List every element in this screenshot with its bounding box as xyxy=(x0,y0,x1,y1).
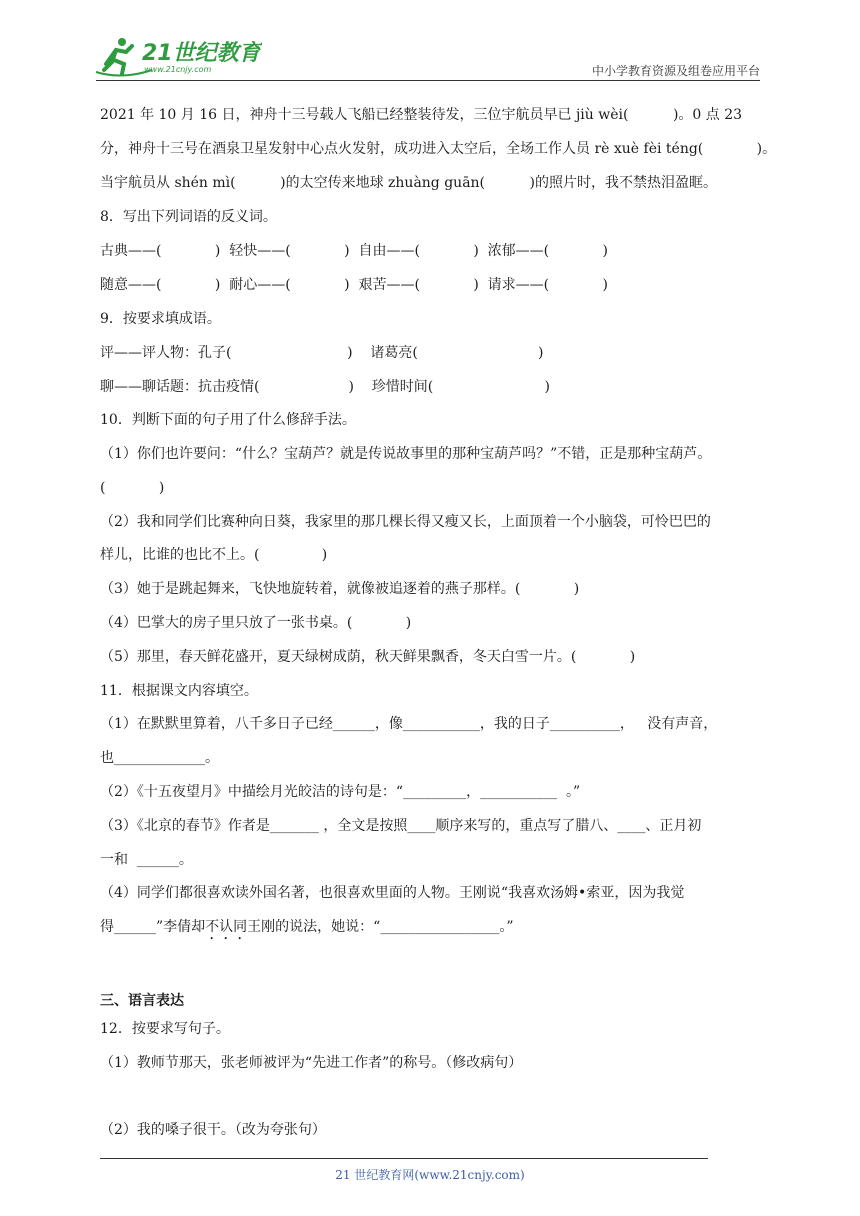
passage-line-3: 当宇航员从 shén mì( )的太空传来地球 zhuàng guān( )的照片时，我不禁热泪盈眶。 xyxy=(100,175,717,191)
question-12-title: 12．按要求写句子。 xyxy=(100,1021,230,1037)
passage-line-1: 2021 年 10 月 16 日，神舟十三号载人飞船已经整装待发，三位宇航员早已 jiù wèi( )。0 点 23 xyxy=(100,107,743,123)
question-11-title: 11．根据课文内容填空。 xyxy=(100,683,258,699)
question-12-item-1: （1）教师节那天，张老师被评为“先进工作者”的称号。（修改病句） xyxy=(100,1055,523,1071)
q11-4-post: 王刚的说法，她说：“_________________。” xyxy=(247,919,514,935)
question-11-item-3-cont: 一和 ______。 xyxy=(100,852,193,868)
question-12-item-2: （2）我的嗓子很干。（改为夸张句） xyxy=(100,1122,326,1138)
q11-4-emphasis: 不认同 xyxy=(205,919,248,935)
question-10-item-4: （4）巴掌大的房子里只放了一张书桌。( ) xyxy=(100,615,412,631)
platform-name: 中小学教育资源及组卷应用平台 xyxy=(591,64,760,78)
question-10-title: 10．判断下面的句子用了什么修辞手法。 xyxy=(100,412,356,428)
question-10-item-3: （3）她于是跳起舞来，飞快地旋转着，就像被追逐着的燕子那样。( ) xyxy=(100,581,580,597)
question-9-row-1: 评——评人物：孔子( ) 诸葛亮( ) xyxy=(100,345,544,361)
question-10-item-2-cont: 样儿，比谁的也比不上。( ) xyxy=(100,547,328,563)
logo-text: 21世纪教育 xyxy=(142,41,261,66)
question-9-title: 9．按要求填成语。 xyxy=(100,311,221,327)
question-8-title: 8．写出下列词语的反义词。 xyxy=(100,209,277,225)
question-10-item-5: （5）那里，春天鲜花盛开，夏天绿树成荫，秋天鲜果飘香，冬天白雪一片。( ) xyxy=(100,649,636,665)
question-10-item-1: （1）你们也许要问：“什么？宝葫芦？就是传说故事里的那种宝葫芦吗？”不错，正是那种宝葫芦。 xyxy=(100,446,712,462)
question-11-item-2: （2）《十五夜望月》中描绘月光皎洁的诗句是：“_________，___________ 。” xyxy=(100,784,581,800)
question-10-item-2: （2）我和同学们比赛种向日葵，我家里的那几棵长得又瘦又长，上面顶着一个小脑袋，可怜巴巴的 xyxy=(100,514,711,530)
question-11-item-4: （4）同学们都很喜欢读外国名著，也很喜欢里面的人物。王刚说“我喜欢汤姆•索亚，因为我觉 xyxy=(100,885,685,901)
footer-rule xyxy=(100,1158,708,1159)
question-9-row-2: 聊——聊话题：抗击疫情( ) 珍惜时间( ) xyxy=(100,379,550,395)
footer-text: 21 世纪教育网(www.21cnjy.com) xyxy=(335,1168,525,1182)
section-3-heading: 三、语言表达 xyxy=(100,993,184,1009)
question-11-item-3: （3）《北京的春节》作者是_______ ，全文是按照____顺序来写的，重点写了腊八、____、正月初 xyxy=(100,818,702,834)
question-8-row-1: 古典——( ) 轻快——( ) 自由——( ) 浓郁——( ) xyxy=(100,243,609,259)
logo-url: www.21cnjy.com xyxy=(144,65,212,74)
question-11-item-1: （1）在默默里算着，八千多日子已经______，像___________，我的日子__________， 没有声音， xyxy=(100,716,718,732)
header-rule xyxy=(96,80,760,81)
q11-4-pre: 得______”李倩却 xyxy=(100,919,206,935)
question-11-item-1-cont: 也_____________。 xyxy=(100,750,219,766)
question-11-item-4-cont xyxy=(100,918,514,943)
question-10-item-1-answer: ( ) xyxy=(100,480,165,496)
brand-logo xyxy=(92,34,262,80)
question-8-row-2: 随意——( ) 耐心——( ) 艰苦——( ) 请求——( ) xyxy=(100,277,609,293)
passage-line-2: 分，神舟十三号在酒泉卫星发射中心点火发射，成功进入太空后，全场工作人员 rè xuè fèi téng( )。 xyxy=(100,141,777,157)
